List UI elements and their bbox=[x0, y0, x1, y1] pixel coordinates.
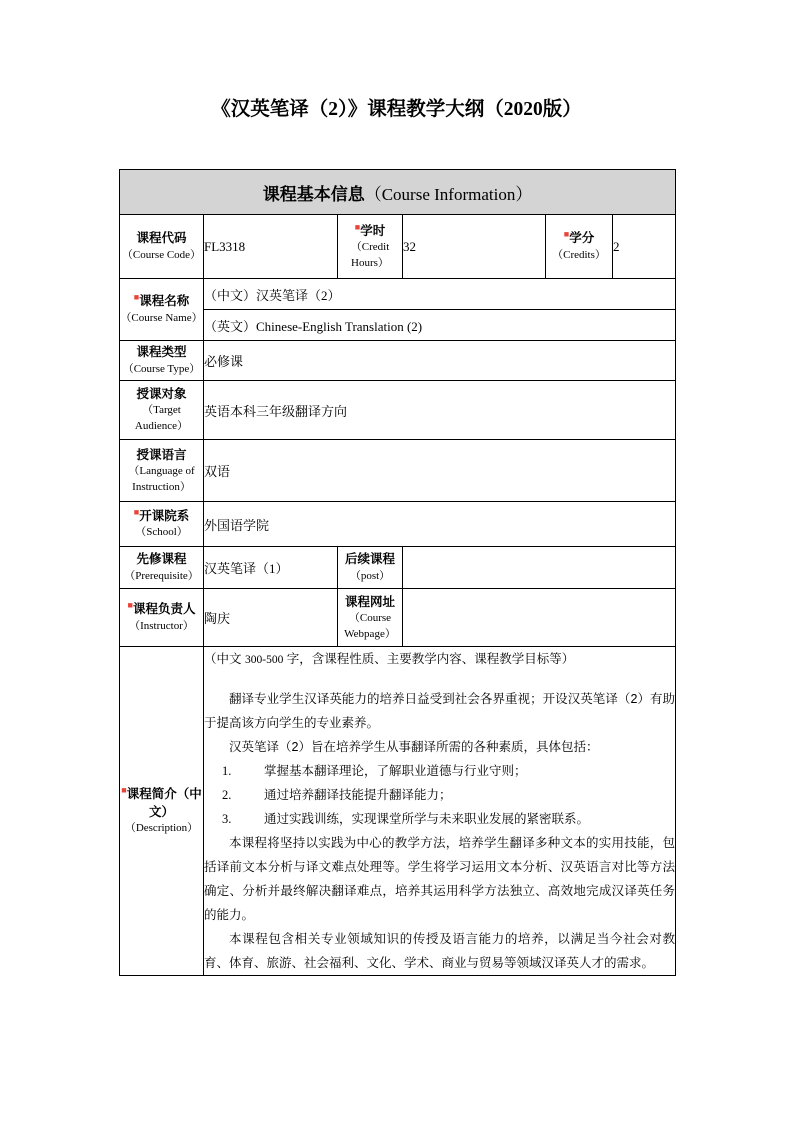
label-description-cn bbox=[120, 785, 203, 821]
row-course-type bbox=[120, 341, 676, 381]
label-course-type-cn: 课程类型 bbox=[136, 345, 187, 360]
label-language bbox=[120, 440, 204, 502]
required-marker-icon: ■ bbox=[354, 221, 361, 232]
value-school: 外国语学院 bbox=[204, 502, 676, 547]
value-post-course bbox=[403, 547, 676, 589]
value-prerequisite: 汉英笔译（1） bbox=[204, 547, 338, 589]
list-item-number: 2. bbox=[222, 788, 232, 803]
label-target-audience bbox=[120, 381, 204, 440]
label-description bbox=[120, 647, 204, 976]
description-paragraph-2: 汉英笔译（2）旨在培养学生从事翻译所需的各种素质，具体包括： bbox=[229, 740, 599, 755]
row-prerequisite bbox=[120, 547, 676, 589]
row-language bbox=[120, 440, 676, 502]
label-school-cn-text: 开课院系 bbox=[139, 508, 190, 523]
description-paragraph-1: 翻译专业学生汉译英能力的培养日益受到社会各界重视；开设汉英笔译（2）有助于提高该方向学生的专业素养。 bbox=[204, 692, 676, 731]
label-course-type bbox=[120, 341, 204, 381]
row-school bbox=[120, 502, 676, 547]
value-course-name-cn-text: 汉英笔译（2） bbox=[256, 287, 341, 303]
label-target-audience-en: （Target Audience） bbox=[134, 404, 189, 433]
label-prerequisite bbox=[120, 547, 204, 589]
required-marker-icon: ■ bbox=[133, 292, 140, 303]
table-header-cn: 课程基本信息 bbox=[262, 184, 365, 204]
value-course-name-en-text: Chinese-English Translation (2) bbox=[256, 318, 423, 334]
label-course-webpage-en: （Course Webpage） bbox=[344, 611, 396, 640]
list-item-number: 3. bbox=[222, 812, 232, 827]
row-course-code bbox=[120, 215, 676, 279]
value-credit-hours: 32 bbox=[403, 215, 546, 279]
required-marker-icon: ■ bbox=[127, 600, 133, 611]
label-course-name-en: （Course Name） bbox=[120, 311, 203, 324]
label-course-code-cn: 课程代码 bbox=[136, 231, 187, 246]
label-instructor bbox=[120, 589, 204, 647]
table-header-en: （Course Information） bbox=[364, 184, 533, 204]
label-course-webpage-cn: 课程网址 bbox=[344, 594, 395, 609]
course-information-table bbox=[119, 169, 676, 976]
label-course-name-cn-text: 课程名称 bbox=[139, 294, 190, 309]
value-description bbox=[204, 647, 676, 976]
label-instructor-en: （Instructor） bbox=[129, 619, 194, 632]
required-marker-icon: ■ bbox=[121, 784, 127, 795]
list-item-text: 通过培养翻译技能提升翻译能力； bbox=[264, 788, 452, 803]
value-instructor: 陶庆 bbox=[204, 589, 338, 647]
table-header-cell bbox=[120, 170, 676, 215]
value-course-name-cn bbox=[204, 279, 676, 310]
value-credits: 2 bbox=[613, 215, 676, 279]
label-instructor-cn-text: 课程负责人 bbox=[132, 602, 196, 617]
description-note bbox=[204, 647, 675, 671]
label-credit-hours-cn-text: 学时 bbox=[360, 223, 386, 238]
value-course-name-en bbox=[204, 310, 676, 341]
label-credits-en: （Credits） bbox=[552, 248, 606, 261]
row-target-audience bbox=[120, 381, 676, 440]
value-target-audience: 英语本科三年级翻译方向 bbox=[204, 381, 676, 440]
table-header-row bbox=[120, 170, 676, 215]
list-item-text: 通过实践训练，实现课堂所学与未来职业发展的紧密联系。 bbox=[264, 812, 590, 827]
label-target-audience-cn: 授课对象 bbox=[136, 387, 187, 401]
label-course-code bbox=[120, 215, 204, 279]
label-credits bbox=[546, 215, 613, 279]
list-item-text: 掌握基本翻译理论，了解职业道德与行业守则； bbox=[264, 764, 527, 779]
label-school-cn bbox=[120, 507, 203, 525]
label-course-type-en: （Course Type） bbox=[122, 362, 201, 375]
description-note-range: 300-500 bbox=[244, 654, 284, 666]
label-description-en: （Description） bbox=[124, 822, 199, 835]
description-paragraph-3: 本课程将坚持以实践为中心的教学方法，培养学生翻译多种文本的实用技能，包括译前文本分析与译文难点处理等。学生将学习运用文本分析、汉英语言对比等方法确定、分析并最终解决翻译难点，培养其运用科学方法独立、高效地完成汉译英任务的能力。 bbox=[204, 836, 676, 923]
description-list-item bbox=[204, 807, 675, 831]
value-course-name-en-prefix: （英文） bbox=[204, 318, 257, 334]
label-prerequisite-cn: 先修课程 bbox=[136, 552, 187, 567]
label-language-cn: 授课语言 bbox=[136, 447, 187, 462]
required-marker-icon: ■ bbox=[563, 229, 570, 240]
label-course-code-en: （Course Code） bbox=[121, 248, 202, 261]
label-language-en: （Language of Instruction） bbox=[128, 464, 195, 493]
value-course-code: FL3318 bbox=[204, 215, 338, 279]
label-instructor-cn bbox=[120, 600, 203, 618]
row-course-name-cn bbox=[120, 279, 676, 310]
label-course-name bbox=[120, 279, 204, 341]
value-course-type: 必修课 bbox=[204, 341, 676, 381]
required-marker-icon: ■ bbox=[133, 506, 140, 517]
label-credit-hours bbox=[338, 215, 403, 279]
label-post-course-cn: 后续课程 bbox=[344, 552, 395, 567]
row-description bbox=[120, 647, 676, 976]
description-note-suffix: 字，含课程性质、主要教学内容、课程教学目标等） bbox=[283, 652, 575, 666]
label-school bbox=[120, 502, 204, 547]
description-paragraph-4: 本课程包含相关专业领域知识的传授及语言能力的培养，以满足当今社会对教育、体育、旅游、社会福利、文化、学术、商业与贸易等领域汉译英人才的需求。 bbox=[204, 932, 676, 971]
description-list-item bbox=[204, 783, 675, 807]
label-school-en: （School） bbox=[135, 526, 188, 539]
value-language: 双语 bbox=[204, 440, 676, 502]
value-course-webpage bbox=[403, 589, 676, 647]
page-title: 《汉英笔译（2）》课程教学大纲（2020版） bbox=[211, 99, 582, 120]
label-post-course-en: （post） bbox=[349, 569, 391, 582]
label-credits-cn bbox=[546, 229, 612, 247]
label-post-course bbox=[338, 547, 403, 589]
label-course-name-cn bbox=[120, 292, 203, 310]
label-course-webpage bbox=[338, 589, 403, 647]
label-credits-cn-text: 学分 bbox=[569, 231, 595, 246]
list-item-number: 1. bbox=[222, 764, 232, 779]
description-note-prefix: （中文 bbox=[204, 652, 245, 666]
value-course-name-cn-prefix: （中文） bbox=[204, 287, 257, 303]
row-instructor bbox=[120, 589, 676, 647]
label-credit-hours-en: （Credit Hours） bbox=[350, 240, 390, 269]
label-description-cn-text: 课程简介（中文） bbox=[126, 786, 202, 820]
label-prerequisite-en: （Prerequisite） bbox=[124, 569, 199, 582]
label-credit-hours-cn bbox=[338, 222, 402, 240]
description-list-item bbox=[204, 759, 675, 783]
